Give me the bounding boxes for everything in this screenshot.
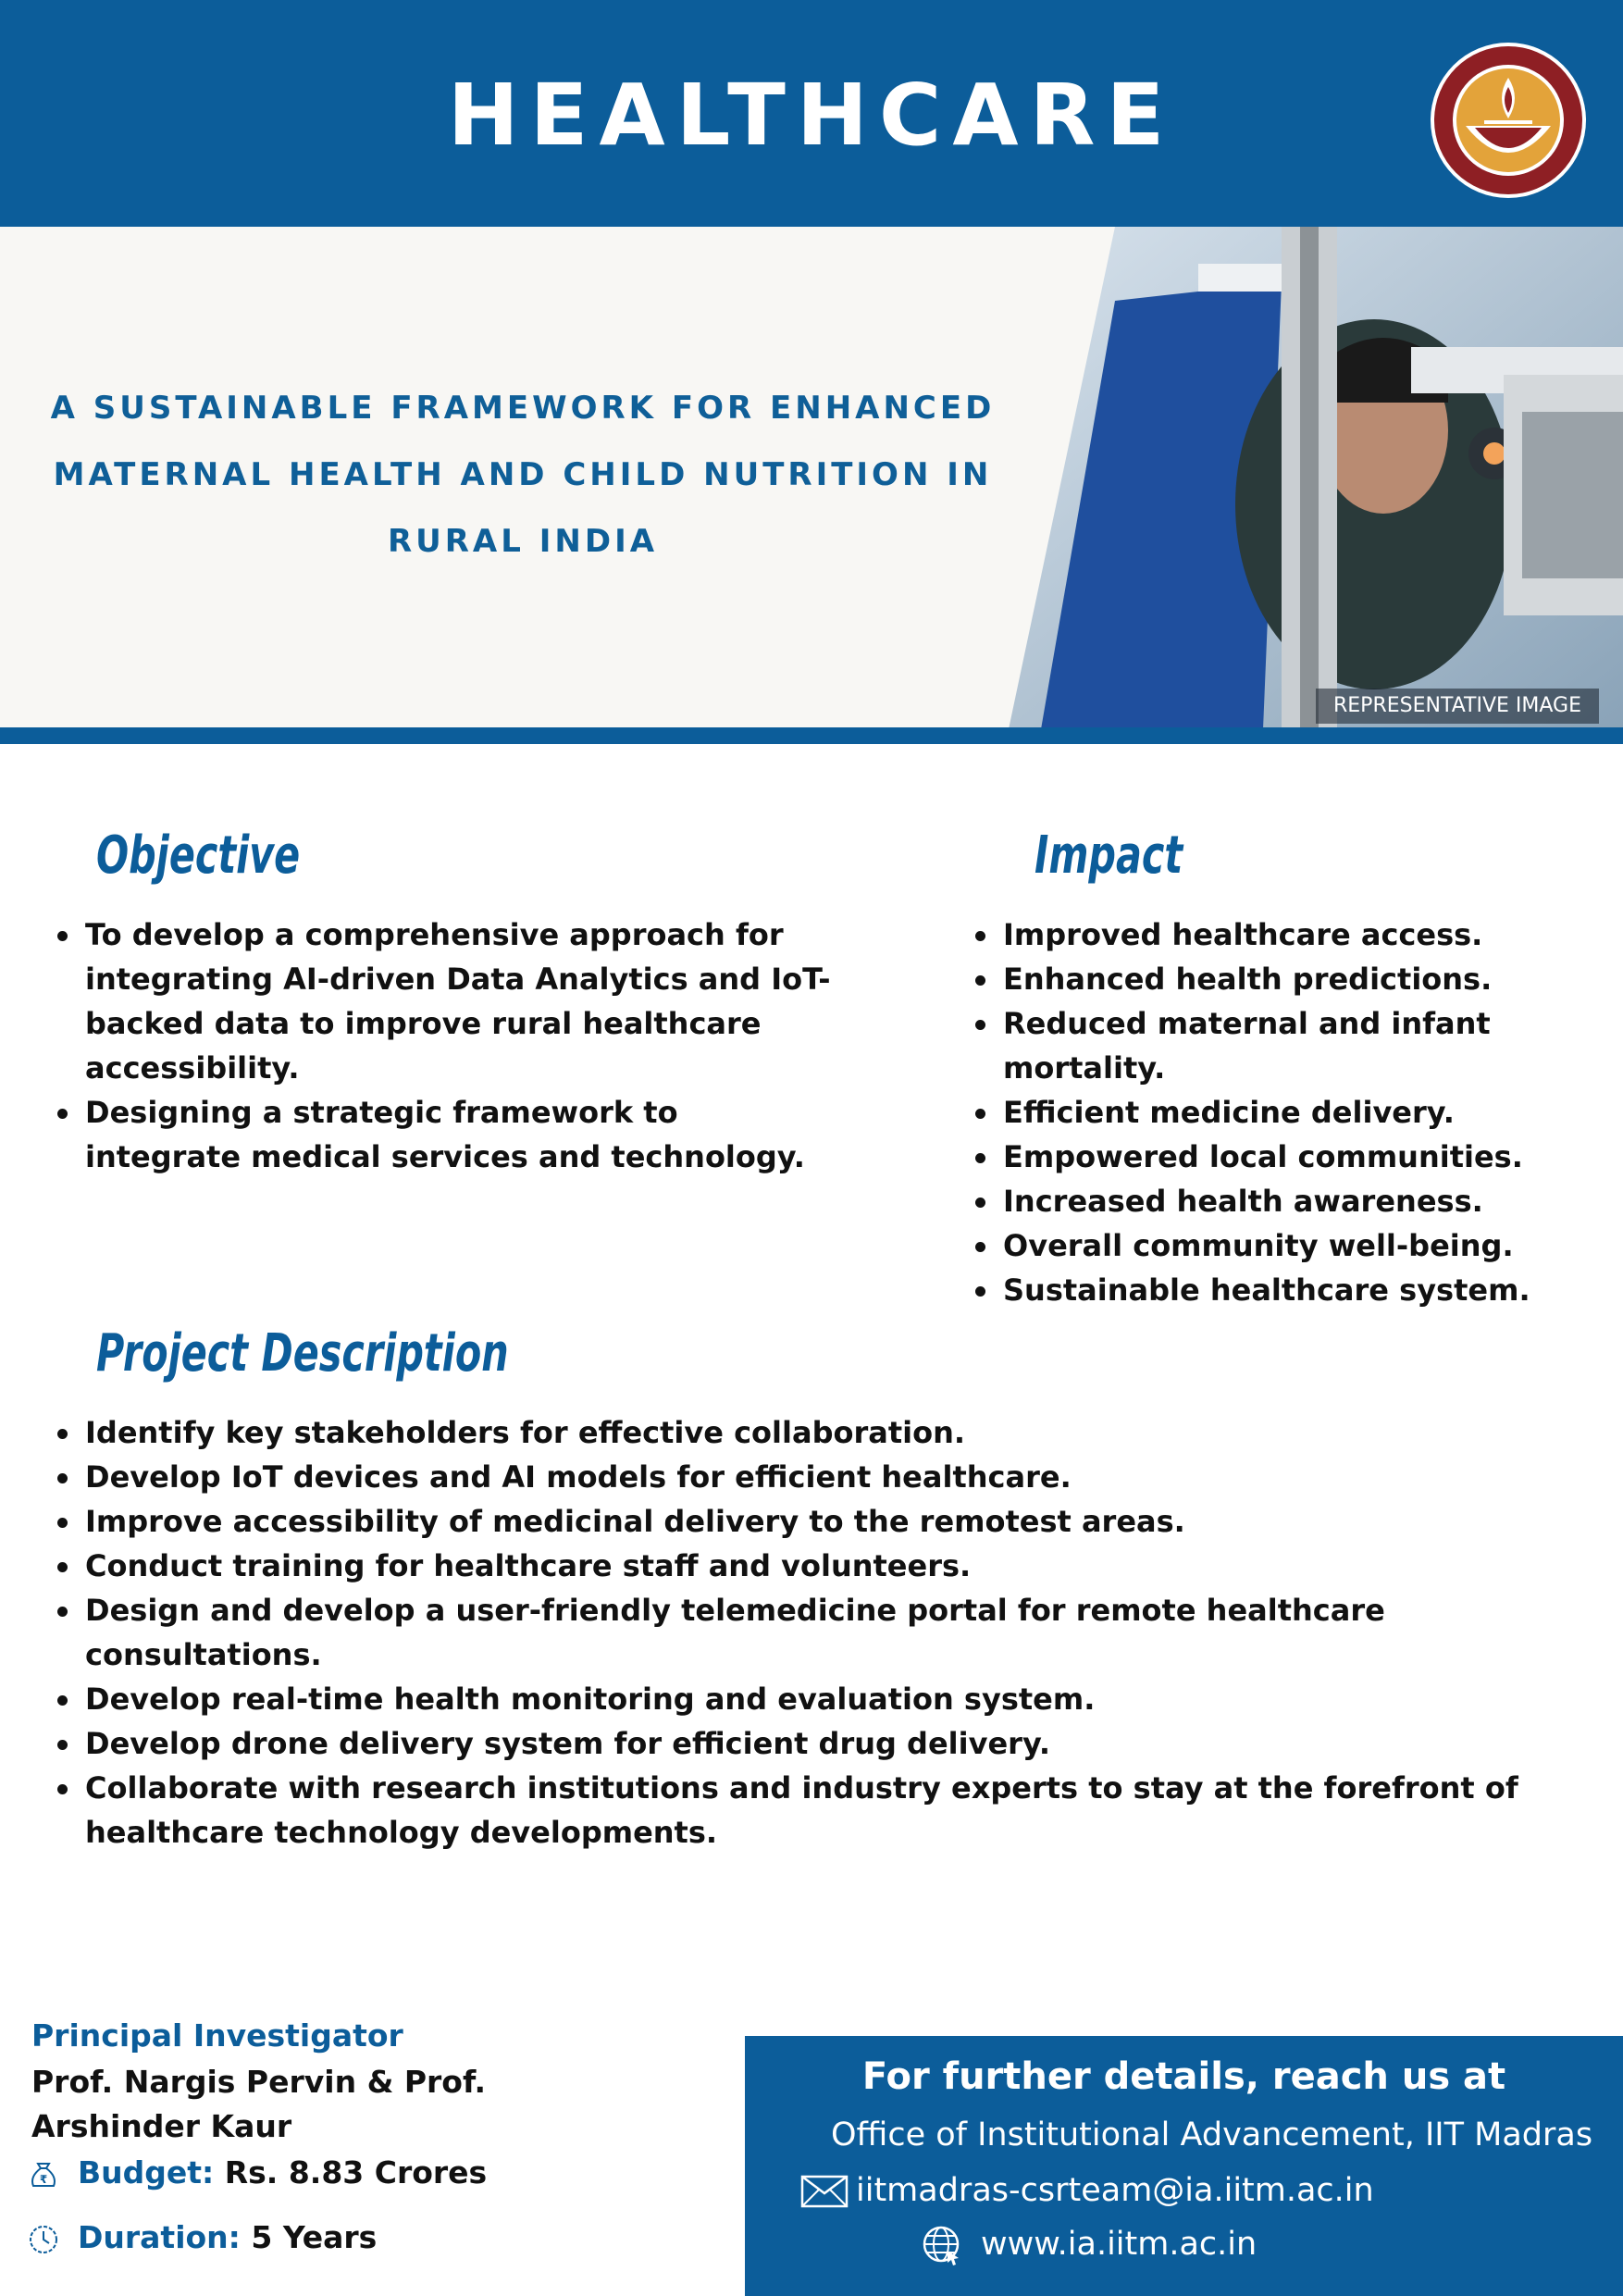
list-item: Empowered local communities. (973, 1135, 1603, 1179)
impact-list (973, 912, 1603, 1312)
image-caption: REPRESENTATIVE IMAGE (1316, 689, 1599, 724)
globe-icon (922, 2225, 964, 2267)
contact-office: Office of Institutional Advancement, IIT Madras (830, 2116, 1593, 2153)
project-title: A SUSTAINABLE FRAMEWORK FOR ENHANCED MATERNAL HEALTH AND CHILD NUTRITION IN RURAL INDIA (50, 390, 996, 560)
impact-heading: Impact (1035, 825, 1183, 886)
list-item: Design and develop a user-friendly telemedicine portal for remote healthcare consultations. (56, 1588, 1573, 1677)
money-bag-icon (26, 2156, 61, 2191)
page-title: HEALTHCARE (447, 66, 1176, 165)
project-description-list (56, 1410, 1573, 1855)
list-item: Conduct training for healthcare staff and volunteers. (56, 1544, 1573, 1588)
list-item: Sustainable healthcare system. (973, 1268, 1603, 1312)
budget-value: Rs. 8.83 Crores (224, 2154, 488, 2191)
hero-divider (0, 727, 1623, 744)
list-item: Overall community well-being. (973, 1223, 1603, 1268)
list-item: Develop drone delivery system for efficient drug delivery. (56, 1721, 1573, 1766)
principal-investigator-label: Principal Investigator (31, 2017, 403, 2054)
contact-website-link[interactable]: www.ia.iitm.ac.in (981, 2226, 1258, 2263)
budget-label: Budget: (78, 2154, 215, 2191)
iit-madras-seal-icon (1429, 41, 1588, 200)
list-item: Reduced maternal and infant mortality. (973, 1001, 1603, 1090)
list-item: Efficient medicine delivery. (973, 1090, 1603, 1135)
contact-website-row (981, 2221, 1257, 2267)
list-item: Improved healthcare access. (973, 912, 1603, 957)
list-item: To develop a comprehensive approach for integrating AI-driven Data Analytics and IoT-backed data to improve rural healthcare accessibility. (56, 912, 833, 1090)
representative-photo (1004, 227, 1623, 729)
list-item: Identify key stakeholders for effective collaboration. (56, 1410, 1573, 1455)
list-item: Improve accessibility of medicinal delivery to the remotest areas. (56, 1499, 1573, 1544)
duration-label: Duration: (78, 2219, 241, 2255)
mail-icon (800, 2175, 849, 2208)
list-item: Collaborate with research institutions and industry experts to stay at the forefront of healthcare technology developments. (56, 1766, 1573, 1855)
list-item: Designing a strategic framework to integrate medical services and technology. (56, 1090, 833, 1179)
list-item: Develop IoT devices and AI models for efficient healthcare. (56, 1455, 1573, 1499)
contact-email-link[interactable]: iitmadras-csrteam@ia.iitm.ac.in (856, 2172, 1374, 2209)
svg-text:₹: ₹ (39, 2173, 48, 2186)
list-item: Develop real-time health monitoring and evaluation system. (56, 1677, 1573, 1721)
project-description-heading: Project Description (96, 1323, 509, 1384)
clock-icon (26, 2221, 61, 2256)
duration-value: 5 Years (251, 2219, 378, 2255)
contact-email-row (856, 2167, 1374, 2214)
list-item: Increased health awareness. (973, 1179, 1603, 1223)
objective-heading: Objective (96, 825, 301, 886)
header-banner (0, 0, 1623, 227)
list-item: Enhanced health predictions. (973, 957, 1603, 1001)
principal-investigator-names: Prof. Nargis Pervin & Prof. Arshinder Kaur (31, 2064, 487, 2144)
objective-list (56, 912, 833, 1179)
contact-box (745, 2036, 1623, 2296)
contact-title: For further details, reach us at (861, 2055, 1506, 2098)
